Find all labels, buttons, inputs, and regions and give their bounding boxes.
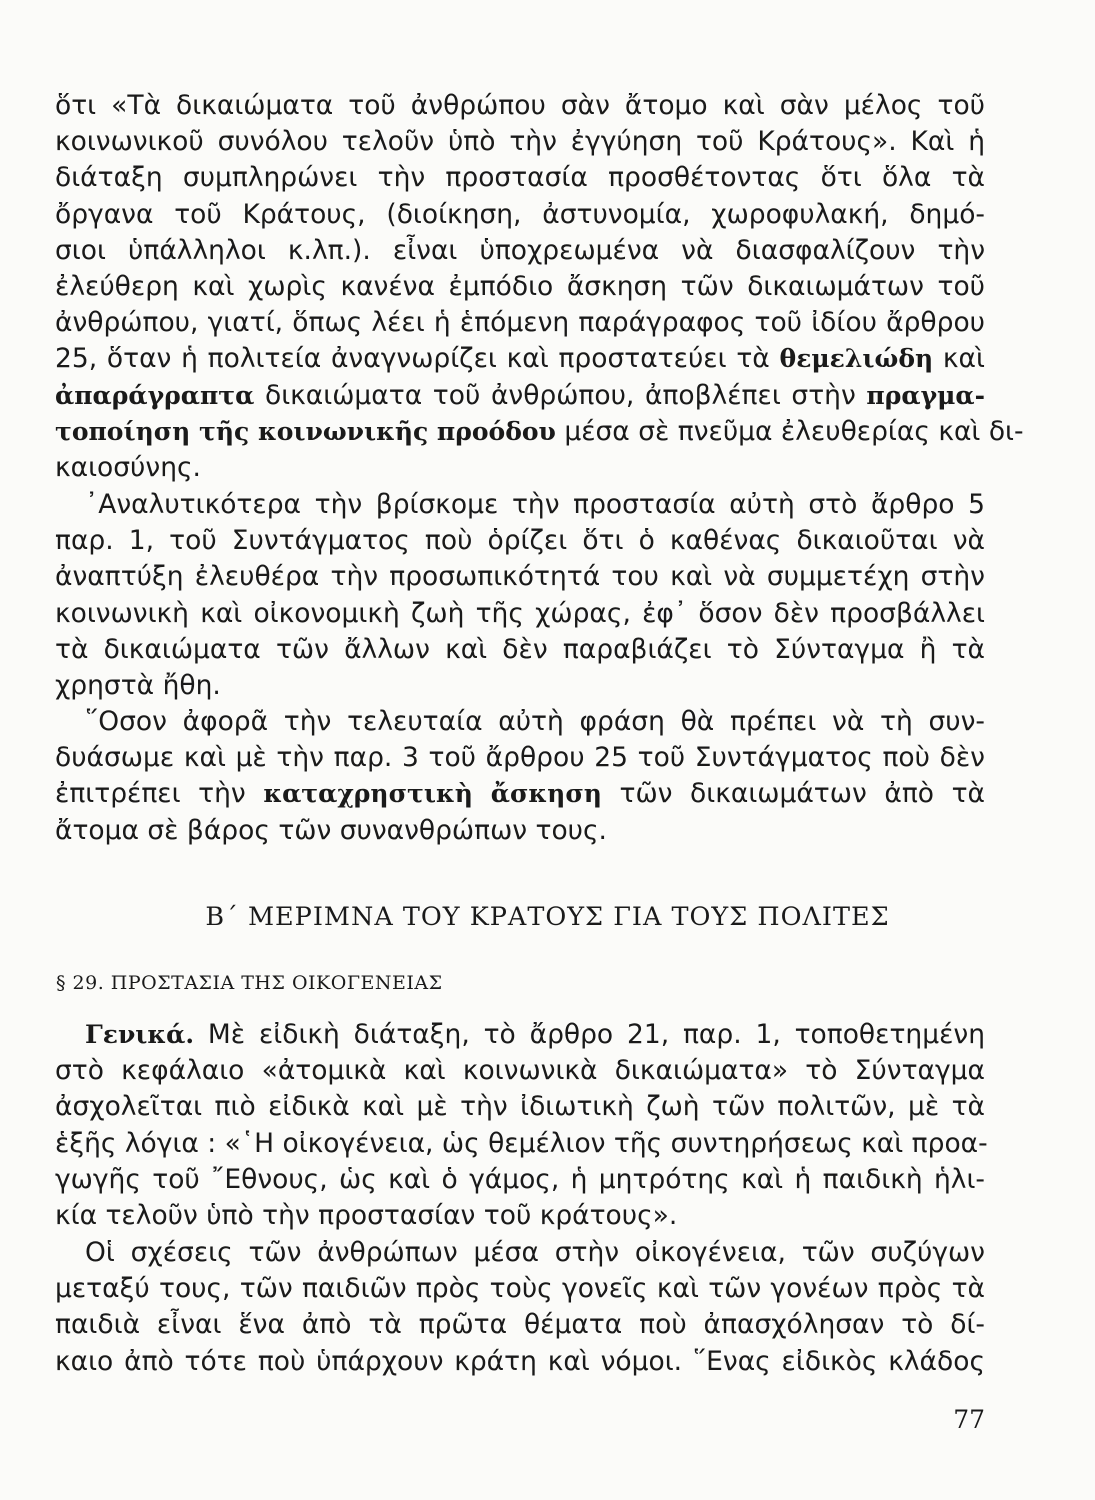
text-line: ᾿Αναλυτικότερα τὴν βρίσκομε τὴν προστασία αὐτὴ στὸ ἄρθρο 5 [85,489,985,520]
bold-term: πραγμα- [866,380,985,410]
text-line: ὄργανα τοῦ Κράτους, (διοίκηση, ἀστυνομία, χωροφυλακή, δημό- [55,198,985,230]
text-line: παιδιὰ εἶναι ἕνα ἀπὸ τὰ πρῶτα θέματα ποὺ ἀπασχόλησαν τὸ δί- [55,1309,985,1341]
text-line: κία τελοῦν ὑπὸ τὴν προστασίαν τοῦ κράτους». [55,1199,678,1231]
text-line: τοποίηση τῆς κοινωνικῆς προόδου μέσα σὲ πνεῦμα ἐλευθερίας καὶ δι- [55,415,1024,447]
subsection-heading: § 29. ΠΡΟΣΤΑΣΙΑ ΤΗΣ ΟΙΚΟΓΕΝΕΙΑΣ [56,972,443,994]
bold-term: τοποίηση τῆς κοινωνικῆς προόδου [55,416,556,446]
paragraph-5 [55,1235,985,1380]
text-line: χρηστὰ ἤθη. [55,669,221,701]
paragraph-2 [55,487,985,704]
text-line: σιοι ὑπάλληλοι κ.λπ.). εἶναι ὑποχρεωμένα νὰ διασφαλίζουν τὴν [55,234,985,266]
text-line: τὰ δικαιώματα τῶν ἄλλων καὶ δὲν παραβιάζει τὸ Σύνταγμα ἢ τὰ [55,633,985,665]
text-line: ἐπιτρέπει τὴν καταχρηστικὴ ἄσκηση τῶν δικαιωμάτων ἀπὸ τὰ [55,778,985,810]
text-line: διάταξη συμπληρώνει τὴν προστασία προσθέτοντας ὅτι ὅλα τὰ [55,162,985,194]
bold-term: Γενικά. [85,1020,195,1049]
text-line: ἀπαράγραπτα δικαιώματα τοῦ ἀνθρώπου, ἀποβλέπει στὴν πραγμα- [55,379,985,411]
text-line: δυάσωμε καὶ μὲ τὴν παρ. 3 τοῦ ἄρθρου 25 τοῦ Συντάγματος ποὺ δὲν [55,742,985,774]
page-number: 77 [953,1405,985,1434]
paragraph-3 [55,704,985,849]
text-line: στὸ κεφάλαιο «ἀτομικὰ καὶ κοινωνικὰ δικαιώματα» τὸ Σύνταγμα [55,1055,985,1087]
paragraph-4 [55,1017,988,1234]
text-line: καιοσύνης. [55,451,201,483]
text-line: Οἱ σχέσεις τῶν ἀνθρώπων μέσα στὴν οἰκογένεια, τῶν συζύγων [85,1237,985,1268]
text-line: παρ. 1, τοῦ Συντάγματος ποὺ ὁρίζει ὅτι ὁ καθένας δικαιοῦται νὰ [55,525,985,557]
text-line: 25, ὅταν ἡ πολιτεία ἀναγνωρίζει καὶ προστατεύει τὰ θεμελιώδη καὶ [55,343,985,375]
text-line: καιο ἀπὸ τότε ποὺ ὑπάρχουν κράτη καὶ νόμοι. ῞Ενας εἰδικὸς κλάδος [55,1345,985,1377]
text-line: ἀνθρώπου, γιατί, ὅπως λέει ἡ ἑπόμενη παράγραφος τοῦ ἰδίου ἄρθρου [55,307,985,339]
bold-term: θεμελιώδη [779,344,934,374]
text-line: Γενικά. Μὲ εἰδικὴ διάταξη, τὸ ἄρθρο 21, παρ. 1, τοποθετημένη [85,1019,985,1050]
text-line: κοινωνικὴ καὶ οἰκονομικὴ ζωὴ τῆς χώρας, ἐφ᾿ ὅσον δὲν προσβάλλει [55,597,985,629]
text-line: ἄτομα σὲ βάρος τῶν συνανθρώπων τους. [55,814,607,846]
bold-term: ἀπαράγραπτα [55,380,255,410]
bold-term: καταχρηστικὴ ἄσκηση [263,779,602,809]
text-line: ῞Οσον ἀφορᾶ τὴν τελευταία αὐτὴ φράση θὰ πρέπει νὰ τὴ συν- [85,706,985,737]
text-line: ἐλεύθερη καὶ χωρὶς κανένα ἐμπόδιο ἄσκηση τῶν δικαιωμάτων τοῦ [55,270,985,302]
text-line: ἀσχολεῖται πιὸ εἰδικὰ καὶ μὲ τὴν ἰδιωτικὴ ζωὴ τῶν πολιτῶν, μὲ τὰ [55,1091,985,1123]
paragraph-1 [55,88,1024,486]
text-line: γωγῆς τοῦ ῎Εθνους, ὡς καὶ ὁ γάμος, ἡ μητρότης καὶ ἡ παιδικὴ ἡλι- [55,1163,985,1195]
text-line: μεταξύ τους, τῶν παιδιῶν πρὸς τοὺς γονεῖς καὶ τῶν γονέων πρὸς τὰ [55,1273,985,1305]
text-line: ἑξῆς λόγια : «῾Η οἰκογένεια, ὡς θεμέλιον τῆς συντηρήσεως καὶ προα- [55,1127,988,1159]
text-line: ὅτι «Τὰ δικαιώματα τοῦ ἀνθρώπου σὰν ἄτομο καὶ σὰν μέλος τοῦ [55,90,985,121]
section-heading: Β΄ ΜΕΡΙΜΝΑ ΤΟΥ ΚΡΑΤΟΥΣ ΓΙΑ ΤΟΥΣ ΠΟΛΙΤΕΣ [205,902,890,932]
text-line: κοινωνικοῦ συνόλου τελοῦν ὑπὸ τὴν ἐγγύηση τοῦ Κράτους». Καὶ ἡ [55,126,985,158]
text-line: ἀναπτύξη ἐλευθέρα τὴν προσωπικότητά του καὶ νὰ συμμετέχη στὴν [55,561,985,593]
